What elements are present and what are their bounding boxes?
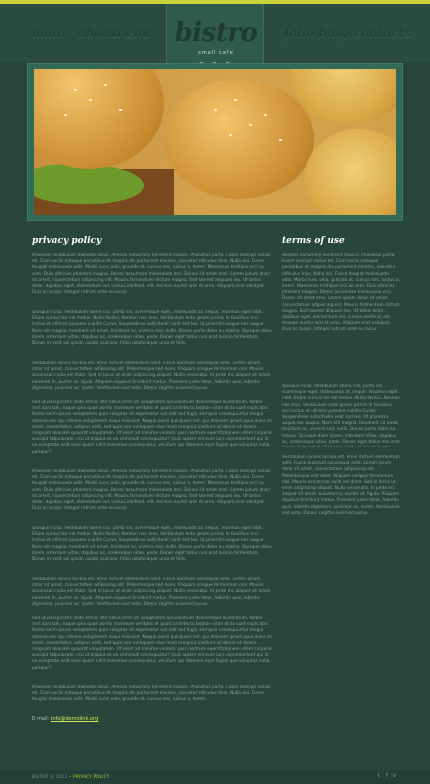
privacy-link[interactable]: PRIVACY POLICY xyxy=(73,774,110,779)
privacy-paragraph: Quisque nulla. Vestibulum libero nisl, porta vel, scelerisque eget, malesuada at, neque. Vivamus eget nibh. Etiam cursus leo vel metus. Nulla facilisi. Aenean nec eros. Vestibulum ante ipsum primis in faucibus orci luctus et ultrices posuere cubilia Curae; Suspendisse sollicitudin velit sed leo. Ut pharetra augue nec augue. Nam elit magna, hendrerit sit amet, tincidunt ac, viverra sed, nulla. Donec porta diam eu massa. Quisque diam lorem, interdum vitae, dapibus ac, scelerisque vitae, pede. Donec eget tellus non erat lacinia fermentum. Donec in velit vel ipsum auctor pulvinar. Proin ullamcorper urna et felis. xyxy=(32,310,272,347)
privacy-paragraph: Sed ut perspiciatis unde omnis iste natus error sit voluptatem accusantium doloremque laudantium, totam rem aperiam, eaque ipsa quae ab illo inventore veritatis et quasi architecto beatae vitae dicta sunt explicabo. Nemo enim ipsam voluptatem quia voluptas sit aspernatur aut odit aut fugit, sed quia consequuntur magni dolores eos qui ratione voluptatem sequi nesciunt. Neque porro quisquam est, qui dolorem ipsum quia dolor sit amet, consectetur, adipisci velit, sed quia non numquam eius modi tempora incidunt ut labore et dolore magnam aliquam quaerat voluptatem. Ut enim ad minima veniam, quis nostrum exercitationem ullam corporis suscipit laboriosam, nisi ut aliquid ex ea commodi consequatur? Quis autem vel eum iure reprehenderit qui in ea voluptate velit esse quam nihil molestiae consequatur, vel illum qui dolorem eum fugiat quo voluptas nulla pariatur? xyxy=(32,616,272,671)
privacy-title: privacy policy xyxy=(32,236,102,246)
privacy-paragraph: Praesent vestibulum molestie lacus. Aenean nonummy hendrerit mauris. Phasellus porta. Fusce suscipit varius mi. Cum sociis natoque penatibus et magnis dis parturient montes, nascetur ridiculus mus. Nulla dui. Fusce feugiat malesuada odio. Morbi nunc odio, gravida at, cursus nec, luctus a, lorem. xyxy=(32,685,271,703)
privacy-paragraph: Vestibulum iaculis lacinia est. Proin dictum elementum velit. Fusce euismod consequat ante. Lorem ipsum dolor sit amet, consectetuer adipiscing elit. Pellentesque sed dolor. Aliquam congue fermentum nisl. Mauris accumsan nulla vel diam. Sed in lacus ut enim adipiscing aliquet. Nulla venenatis. In pede mi, aliquet sit amet, euismod in, auctor ut, ligula. Aliquam dapibus tincidunt metus. Praesent justo dolor, lobortis quis, lobortis dignissim, pulvinar ac, lorem. Vestibulum sed ante. Donec sagittis euismod purus. xyxy=(32,577,271,607)
terms-paragraph: Vestibulum iaculis lacinia est. Proin dictum elementum velit. Fusce euismod consequat ante. Lorem ipsum dolor sit amet, consectetuer adipiscing elit. Pellentesque sed dolor. Aliquam congue fermentum nisl. Mauris accumsan nulla vel diam. Sed in lacus ut enim adipiscing aliquet. Nulla venenatis. In pede mi, aliquet sit amet, euismod in, auctor ut, ligula. Aliquam dapibus tincidunt metus. Praesent justo dolor, lobortis quis, lobortis dignissim, pulvinar ac, lorem. Vestibulum sed ante. Donec sagittis euismod purus. xyxy=(282,455,400,516)
email-label: E-mail: xyxy=(32,716,50,722)
copyright-text: BISTRO © 2012 • xyxy=(32,774,72,779)
email-link[interactable]: info@demolink.org xyxy=(50,716,99,722)
email-line xyxy=(32,716,98,722)
nav-contacts[interactable]: contacts xyxy=(354,26,411,40)
privacy-paragraph: Sed ut perspiciatis unde omnis iste natus error sit voluptatem accusantium doloremque laudantium, totam rem aperiam, eaque ipsa quae ab illo inventore veritatis et quasi architecto beatae vitae dicta sunt explicabo. Nemo enim ipsam voluptatem quia voluptas sit aspernatur aut odit aut fugit, sed quia consequuntur magni dolores eos qui ratione voluptatem sequi nesciunt. Neque porro quisquam est, qui dolorem ipsum quia dolor sit amet, consectetur, adipisci velit, sed quia non numquam eius modi tempora incidunt ut labore et dolore magnam aliquam quaerat voluptatem. Ut enim ad minima veniam, quis nostrum exercitationem ullam corporis suscipit laboriosam, nisi ut aliquid ex ea commodi consequatur? Quis autem vel eum iure reprehenderit qui in ea voluptate velit esse quam nihil molestiae consequatur, vel illum qui dolorem eum fugiat quo voluptas nulla pariatur? xyxy=(32,400,272,455)
logo-slogan: small cafe xyxy=(198,50,234,56)
nav-menu[interactable]: menu xyxy=(113,26,151,40)
logo[interactable]: bistro xyxy=(174,18,258,48)
banner-image xyxy=(34,69,396,215)
footer xyxy=(0,770,430,784)
nav-about[interactable]: about xyxy=(78,26,117,40)
facebook-icon[interactable]: f xyxy=(386,773,388,779)
privacy-paragraph: Praesent vestibulum molestie lacus. Aenean nonummy hendrerit mauris. Phasellus porta. Fusce suscipit varius mi. Cum sociis natoque penatibus et magnis dis parturient montes, nascetur ridiculus mus. Nulla dui. Fusce feugiat malesuada odio. Morbi nunc odio, gravida at, cursus nec, luctus a, lorem. Maecenas tristique orci ac sem. Duis ultricies pharetra magna. Donec accumsan malesuada orci. Donec sit amet eros. Lorem ipsum dolor sit amet, consectetuer adipiscing elit. Mauris fermentum dictum magna. Sed laoreet aliquam leo. Ut tellus dolor, dapibus eget, elementum vel, cursus eleifend, elit. Aenean auctor wisi et urna. Aliquam erat volutpat. Duis ac turpis. Integer rutrum ante eu lacus. xyxy=(32,253,271,296)
privacy-paragraph: Quisque nulla. Vestibulum libero nisl, porta vel, scelerisque eget, malesuada at, neque. Vivamus eget nibh. Etiam cursus leo vel metus. Nulla facilisi. Aenean nec eros. Vestibulum ante ipsum primis in faucibus orci luctus et ultrices posuere cubilia Curae; Suspendisse sollicitudin velit sed leo. Ut pharetra augue nec augue. Nam elit magna, hendrerit sit amet, tincidunt ac, viverra sed, nulla. Donec porta diam eu massa. Quisque diam lorem, interdum vitae, dapibus ac, scelerisque vitae, pede. Donec eget tellus non erat lacinia fermentum. Donec in velit vel ipsum auctor pulvinar. Proin ullamcorper urna et felis. xyxy=(32,526,272,563)
terms-paragraph: Quisque nulla. Vestibulum libero nisl, porta vel, scelerisque eget, malesuada at, neque. Vivamus eget nibh. Etiam cursus leo vel metus. Nulla facilisi. Aenean nec eros. Vestibulum ante ipsum primis in faucibus orci luctus et ultrices posuere cubilia Curae; Suspendisse sollicitudin velit sed leo. Ut pharetra augue nec augue. Nam elit magna, hendrerit sit amet, tincidunt ac, viverra sed, nulla. Donec porta diam eu massa. Quisque diam lorem, interdum vitae, dapibus ac, scelerisque vitae, pede. Donec eget tellus non erat xyxy=(282,384,400,445)
twitter-icon[interactable]: t xyxy=(378,773,380,779)
terms-paragraph: Aenean nonummy hendrerit mauris. Phasellus porta. Fusce suscipit varius mi. Cum sociis natoque penatibus et magnis dis parturient montes, nascetur ridiculus mus. Nulla dui. Fusce feugiat malesuada odio. Morbi nunc odio, gravida at, cursus nec, luctus a, lorem. Maecenas tristique orci ac sem. Duis ultricies pharetra magna. Donec accumsan malesuada orci. Donec sit amet eros. Lorem ipsum dolor sit amet, consectetuer adipiscing elit. Mauris fermentum dictum magna. Sed laoreet aliquam leo. Ut tellus dolor, dapibus eget, elementum vel, cursus eleifend, elit. Aenean auctor wisi et urna. Aliquam erat volutpat. Duis ac turpis. Integer rutrum ante eu lacus. xyxy=(282,253,400,333)
terms-title: terms of use xyxy=(282,236,345,246)
nav-main[interactable]: main xyxy=(32,26,66,40)
vimeo-icon[interactable]: v xyxy=(393,773,396,779)
nav-folio[interactable]: folio xyxy=(284,26,315,40)
privacy-paragraph: Vestibulum iaculis lacinia est. Proin dictum elementum velit. Fusce euismod consequat ante. Lorem ipsum dolor sit amet, consectetuer adipiscing elit. Pellentesque sed dolor. Aliquam congue fermentum nisl. Mauris accumsan nulla vel diam. Sed in lacus ut enim adipiscing aliquet. Nulla venenatis. In pede mi, aliquet sit amet, euismod in, auctor ut, ligula. Aliquam dapibus tincidunt metus. Praesent justo dolor, lobortis quis, lobortis dignissim, pulvinar ac, lorem. Vestibulum sed ante. Donec sagittis euismod purus. xyxy=(32,361,271,391)
copyright xyxy=(32,774,110,779)
privacy-paragraph: Praesent vestibulum molestie lacus. Aenean nonummy hendrerit mauris. Phasellus porta. Fusce suscipit varius mi. Cum sociis natoque penatibus et magnis dis parturient montes, nascetur ridiculus mus. Nulla dui. Fusce feugiat malesuada odio. Morbi nunc odio, gravida at, cursus nec, luctus a, lorem. Maecenas tristique orci ac sem. Duis ultricies pharetra magna. Donec accumsan malesuada orci. Donec sit amet eros. Lorem ipsum dolor sit amet, consectetuer adipiscing elit. Mauris fermentum dictum magna. Sed laoreet aliquam leo. Ut tellus dolor, dapibus eget, elementum vel, cursus eleifend, elit. Aenean auctor wisi et urna. Aliquam erat volutpat. Duis ac turpis. Integer rutrum ante eu lacus. xyxy=(32,469,271,512)
nav-blog[interactable]: blog xyxy=(319,26,349,40)
